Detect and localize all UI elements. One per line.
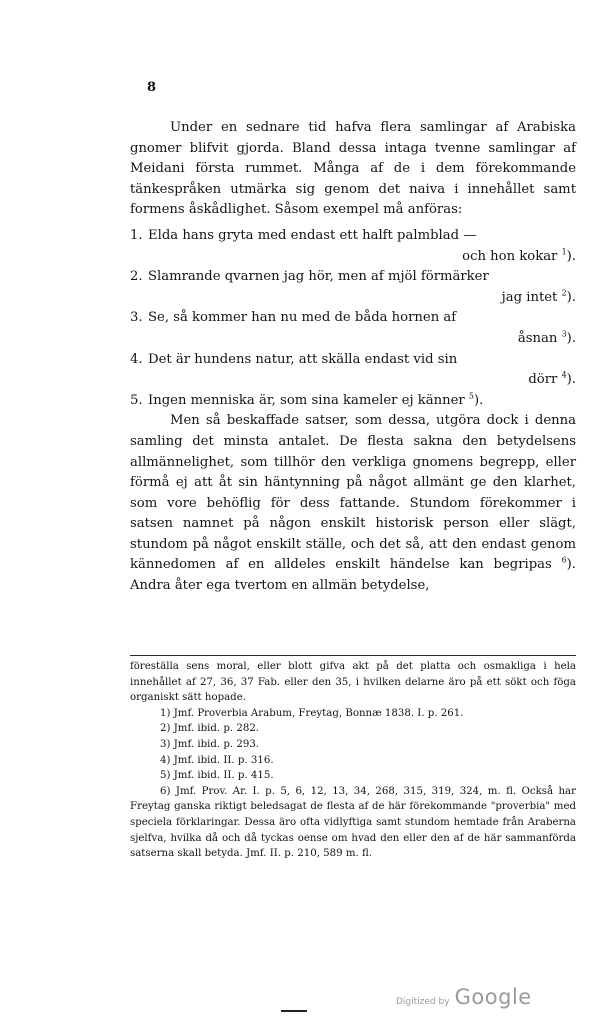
example-1 (130, 226, 576, 267)
footnote-3: 3) Jmf. ibid. p. 293. (160, 738, 260, 750)
example-end: ). (566, 330, 576, 346)
footnote-1: 1) Jmf. Proverbia Arabum, Freytag, Bonnæ 1838. I. p. 261. (160, 707, 464, 719)
main-text (130, 118, 576, 597)
google-logo: Google (454, 985, 532, 1009)
watermark-prefix: Digitized by (396, 997, 450, 1007)
example-3 (130, 308, 576, 349)
footnote-ref: 5 (468, 391, 475, 401)
footnotes (130, 655, 576, 862)
example-continuation: åsnan (517, 330, 558, 346)
paragraph-body: Men så beskaffade satser, som dessa, utgöra dock i denna samling det minsta antalet. De flesta sakna den betydelsens allmännelighet, som tillhör den verkliga gnomens begrepp, eller förmå ej att åt sin häntynning på något allmänt ge den klarhet, som vore behöflig för dess fattande. Stundom förekommer i satsen namnet på någon enskilt historisk person eller slägt, stundom på något enskilt ställe, och det så, att den endast genom kännedomen af en alldeles enskilt händelse kan begripas (130, 413, 576, 573)
footnote-ref: 2 (561, 288, 567, 298)
example-text: Elda hans gryta med endast ett halft palmblad — (148, 227, 477, 243)
example-text: Ingen menniska är, som sina kameler ej känner (148, 392, 465, 408)
footnote-4: 4) Jmf. ibid. II. p. 316. (160, 754, 274, 766)
bottom-rule (281, 1010, 307, 1012)
example-5 (130, 391, 576, 412)
example-number: 1. (130, 227, 143, 243)
example-continuation: dörr (528, 372, 558, 388)
example-end: ). (566, 289, 576, 305)
paragraph-main (130, 411, 576, 596)
page-number: 8 (147, 80, 157, 95)
footnote-ref: 4 (561, 370, 567, 380)
footnote-5: 5) Jmf. ibid. II. p. 415. (160, 770, 274, 782)
footnote-continuation: föreställa sens moral, eller blott gifva akt på det platta och osmakliga i hela innehållet af 27, 36, 37 Fab. eller den 35, i hvilken delarne äro på ett sökt och föga organiskt sätt hopade. (130, 661, 576, 704)
example-number: 3. (130, 310, 143, 326)
example-end: ). (566, 372, 576, 388)
example-text: Det är hundens natur, att skälla endast vid sin (148, 351, 458, 367)
example-number: 4. (130, 351, 143, 367)
example-continuation: jag intet (501, 289, 558, 305)
example-number: 2. (130, 269, 143, 285)
example-text: Slamrande qvarnen jag hör, men af mjöl förmärker (148, 269, 489, 285)
footnote-6: 6) Jmf. Prov. Ar. I. p. 5, 6, 12, 13, 34, 268, 315, 319, 324, m. fl. Också har Freytag ganska riktigt beledsagat de flesta af de här förekommande "proverbia" med speciela förklaringar. Dessa äro ofta vidlyftiga samt stundom hemtade från Araberna sjelfva, hvilka då och då tyckas oense om hvad den eller den af de här sammanförda satserna skall betyda. Jmf. II. p. 210, 589 m. fl. (130, 785, 576, 860)
example-text: Se, så kommer han nu med de båda hornen af (148, 310, 457, 326)
footnote-ref: 1 (561, 247, 567, 257)
example-2 (130, 267, 576, 308)
footnote-ref: 3 (561, 329, 567, 339)
footnote-2: 2) Jmf. ibid. p. 282. (160, 723, 260, 735)
example-continuation: och hon kokar (462, 248, 558, 264)
example-end: ). (474, 392, 484, 408)
example-number: 5. (130, 392, 143, 408)
example-end: ). (566, 248, 576, 264)
digitized-by-watermark (396, 985, 532, 1009)
example-4 (130, 350, 576, 391)
paragraph-intro: Under en sednare tid hafva flera samlingar af Arabiska gnomer blifvit gjorda. Bland dessa intaga tvenne samlingar af Meidani första rummet. Många af de i dem förekommande tänkespråken utmärka sig genom det naiva i innehållet samt formens åskådlighet. Såsom exempel må anföras: (130, 120, 576, 218)
paragraph-tail: ). Andra åter ega tvertom en allmän betydelse, (130, 557, 576, 594)
footnote-ref: 6 (561, 556, 567, 566)
